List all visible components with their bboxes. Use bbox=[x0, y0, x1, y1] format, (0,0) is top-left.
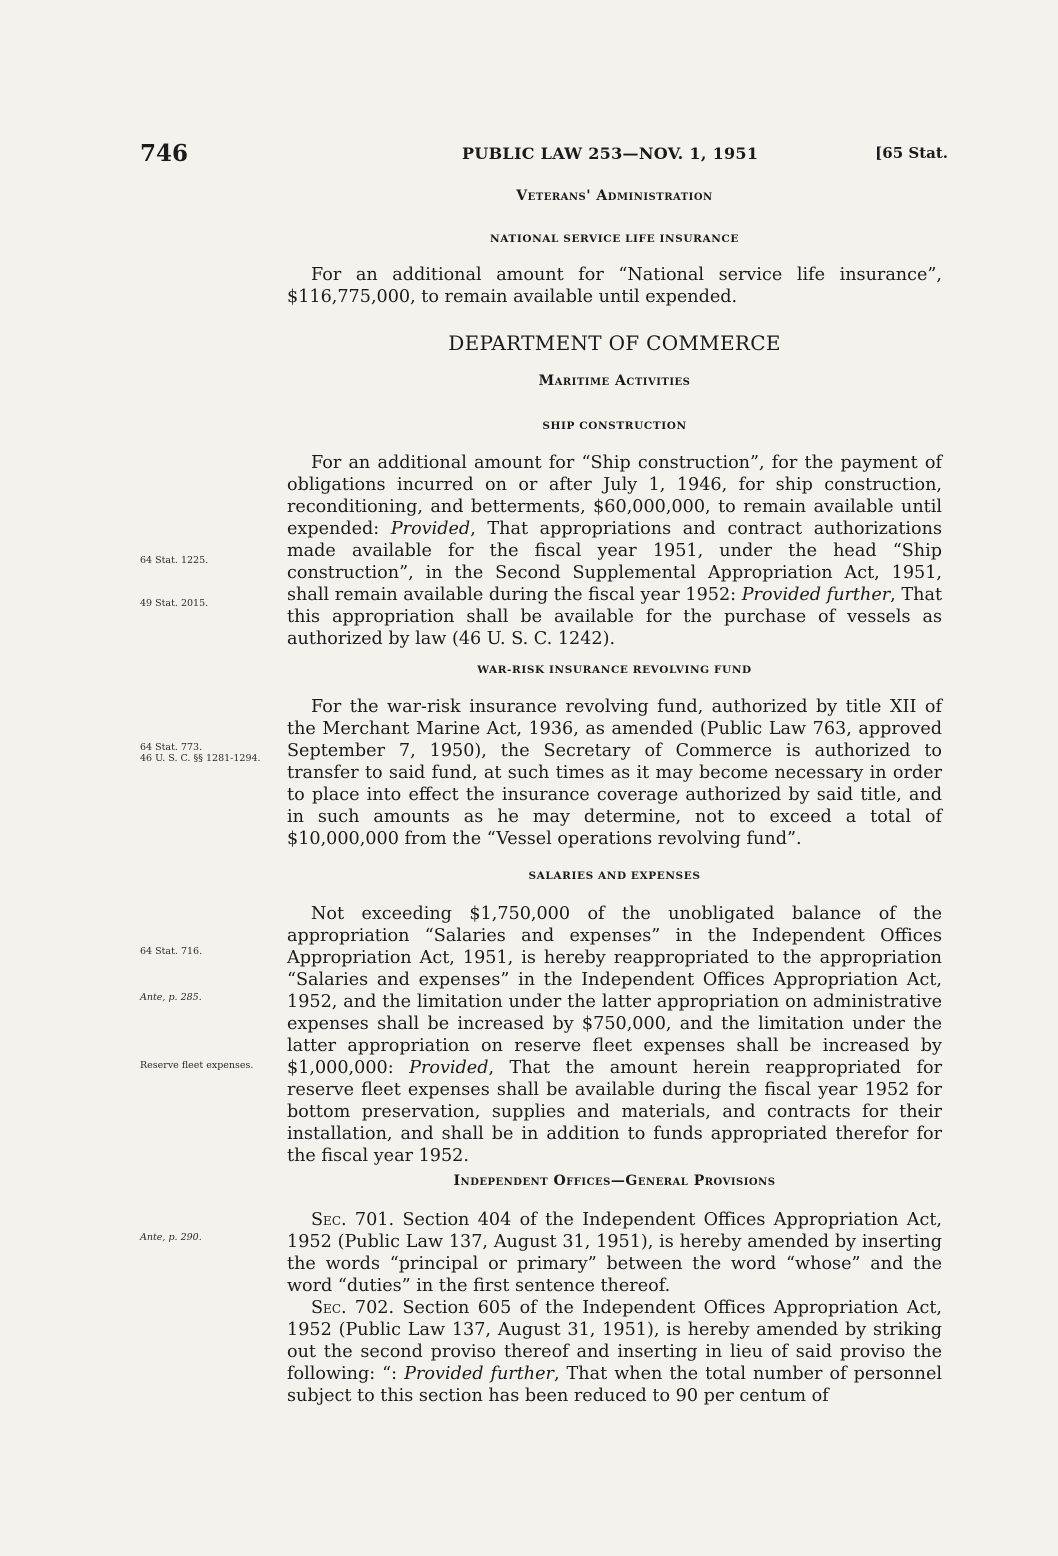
text-run: , That when the total number of personnel subject to this section has been reduced to 90 per centum of bbox=[287, 1364, 942, 1406]
paragraph-ship-construction bbox=[287, 452, 942, 650]
section-salaries bbox=[287, 903, 942, 1167]
section-nsli bbox=[287, 264, 942, 308]
margin-note-reserve-fleet: Reserve fleet expenses. bbox=[140, 1060, 254, 1071]
section-war-risk bbox=[287, 696, 942, 850]
running-head bbox=[140, 140, 948, 168]
page-number: 746 bbox=[140, 140, 189, 167]
sec-702-label: Sec. 702. bbox=[311, 1298, 395, 1318]
section-general-provisions bbox=[287, 1209, 942, 1407]
margin-note-64-stat-1225: 64 Stat. 1225. bbox=[140, 555, 209, 566]
paragraph-nsli: For an additional amount for “National service life insurance”, $116,775,000, to remain available until expended. bbox=[287, 265, 942, 307]
text-run: , That appropriations and contract authorizations made available for the fiscal year 1951, under the head “Ship construction”, in the Second Supplemental Appropriation Act, 1951, shall remain available during the fiscal year 1952: bbox=[287, 519, 943, 605]
margin-note-46-usc: 46 U. S. C. §§ 1281-1294. bbox=[140, 753, 261, 764]
provided-further-italic: Provided further bbox=[404, 1364, 554, 1384]
section-ship-construction bbox=[287, 452, 942, 650]
margin-note-ante-285: Ante, p. 285. bbox=[140, 992, 202, 1003]
department-heading: DEPARTMENT OF COMMERCE bbox=[448, 331, 781, 355]
subhead-nsli: NATIONAL SERVICE LIFE INSURANCE bbox=[490, 233, 739, 245]
paragraph-salaries bbox=[287, 903, 942, 1167]
division-heading: Maritime Activities bbox=[538, 373, 691, 389]
paragraph-war-risk: For the war-risk insurance revolving fund, authorized by title XII of the Merchant Marine Act, 1936, as amended (Public Law 763, approved September 7, 1950), the Secretary of Commerce is authorized to transfer to said fund, at such times as it may become necessary in order to place into effect the insurance coverage authorized by said title, and in such amounts as he may determine, not to exceed a total of $10,000,000 from the “Vessel operations revolving fund”. bbox=[287, 697, 942, 849]
paragraph-sec-701 bbox=[287, 1209, 942, 1297]
provided-italic: Provided bbox=[409, 1058, 489, 1078]
general-provisions-heading: Independent Offices—General Provisions bbox=[453, 1173, 776, 1189]
margin-note-64-stat-773: 64 Stat. 773. bbox=[140, 742, 203, 753]
sec-701-label: Sec. 701. bbox=[311, 1210, 395, 1230]
text-run: Section 605 of the Independent Offices Appropriation Act, 1952 (Public Law 137, August 31, 1951), is hereby amended by striking out the second proviso thereof and inserting in lieu of said proviso the following: “: bbox=[287, 1298, 942, 1384]
text-run: Section 404 of the Independent Offices Appropriation Act, 1952 (Public Law 137, August 31, 1951), is hereby amended by inserting the words “principal or primary” between the word “whose” and the word “duties” in the first sentence thereof. bbox=[287, 1210, 942, 1296]
subhead-war-risk: WAR-RISK INSURANCE REVOLVING FUND bbox=[477, 664, 752, 676]
header-volume: [65 Stat. bbox=[875, 144, 948, 162]
header-title: PUBLIC LAW 253—NOV. 1, 1951 bbox=[462, 144, 759, 163]
provided-italic: Provided bbox=[390, 519, 471, 539]
subhead-ship-construction: SHIP CONSTRUCTION bbox=[542, 420, 687, 432]
agency-heading: Veterans' Administration bbox=[516, 188, 713, 204]
margin-note-64-stat-716: 64 Stat. 716. bbox=[140, 946, 203, 957]
text-run: , That this appropriation shall be available for the purchase of vessels as authorized by law (46 U. S. C. 1242). bbox=[287, 585, 943, 649]
margin-note-ante-290: Ante, p. 290. bbox=[140, 1232, 202, 1243]
subhead-salaries: SALARIES AND EXPENSES bbox=[528, 870, 701, 882]
provided-further-italic: Provided further bbox=[741, 585, 891, 605]
margin-note-49-stat-2015: 49 Stat. 2015. bbox=[140, 598, 209, 609]
text-run: For an additional amount for “Ship construction”, for the payment of obligations incurred on or after July 1, 1946, for ship construction, reconditioning, and betterments, $60,000,000, to remain available until expended: bbox=[287, 453, 942, 539]
paragraph-sec-702 bbox=[287, 1297, 942, 1407]
text-run: , That the amount herein reappropriated for reserve fleet expenses shall be available during the fiscal year 1952 for bottom preservation, supplies and materials, and contracts for their installation, and shall be in addition to funds appropriated therefor for the fiscal year 1952. bbox=[287, 1058, 942, 1166]
text-run: Not exceeding $1,750,000 of the unobligated balance of the appropriation “Salaries and expenses” in the Independent Offices Appropriation Act, 1951, is hereby reappropriated to the appropriation “Salaries and expenses” in the Independent Offices Appropriation Act, 1952, and the limitation under the latter appropriation on administrative expenses shall be increased by $750,000, and the limitation under the latter appropriation on reserve fleet expenses shall be increased by $1,000,000: bbox=[287, 904, 942, 1078]
